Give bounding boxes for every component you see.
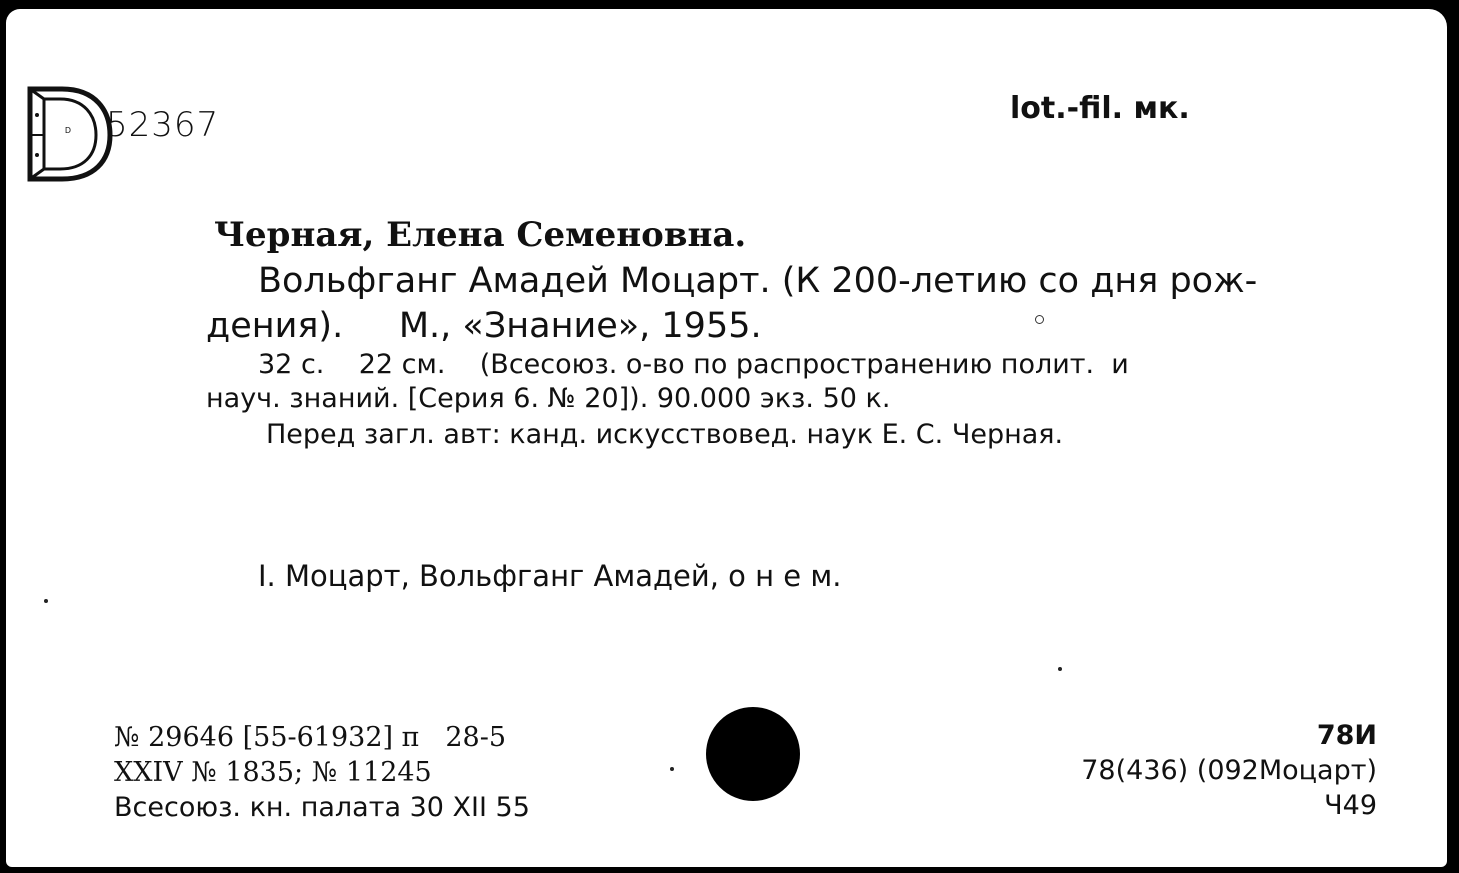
footer-left-line-2: XXIV № 1835; № 11245 — [114, 757, 432, 788]
author-heading: Черная, Елена Семеновна. — [214, 215, 747, 255]
classification-note: lot.-fil. мк. — [1010, 91, 1190, 126]
footer-left-line-3: Всесоюз. кн. палата 30 XII 55 — [114, 792, 530, 823]
footer-right-line-1: 78И — [1316, 720, 1377, 751]
speck — [44, 599, 48, 603]
catalog-card — [6, 9, 1447, 867]
title-line-1: Вольфганг Амадей Моцарт. (К 200-летию со дня рож- — [258, 261, 1258, 301]
description-line-2: науч. знаний. [Серия 6. № 20]). 90.000 экз. 50 к. — [206, 383, 891, 414]
footer-right-line-2: 78(436) (092Моцарт) — [1081, 755, 1377, 786]
title-line-2: дения). М., «Знание», 1955. — [206, 306, 762, 346]
stamp-number: 52367 — [106, 105, 220, 145]
ring-mark — [1035, 315, 1044, 324]
speck — [1058, 667, 1062, 671]
author-note: Перед загл. авт: канд. искусствовед. наук Е. С. Черная. — [266, 419, 1064, 450]
speck — [670, 767, 674, 771]
description-line-1: 32 с. 22 см. (Всесоюз. о-во по распространению полит. и — [258, 349, 1129, 380]
punch-hole — [706, 707, 800, 801]
footer-right-line-3: Ч49 — [1324, 790, 1377, 821]
footer-left-line-1: № 29646 [55-61932] п 28-5 — [114, 722, 507, 753]
library-stamp — [24, 85, 114, 189]
stamp-d-letter — [24, 85, 114, 185]
svg-text:D: D — [64, 126, 72, 135]
subject-heading: I. Моцарт, Вольфганг Амадей, о н е м. — [258, 559, 842, 593]
